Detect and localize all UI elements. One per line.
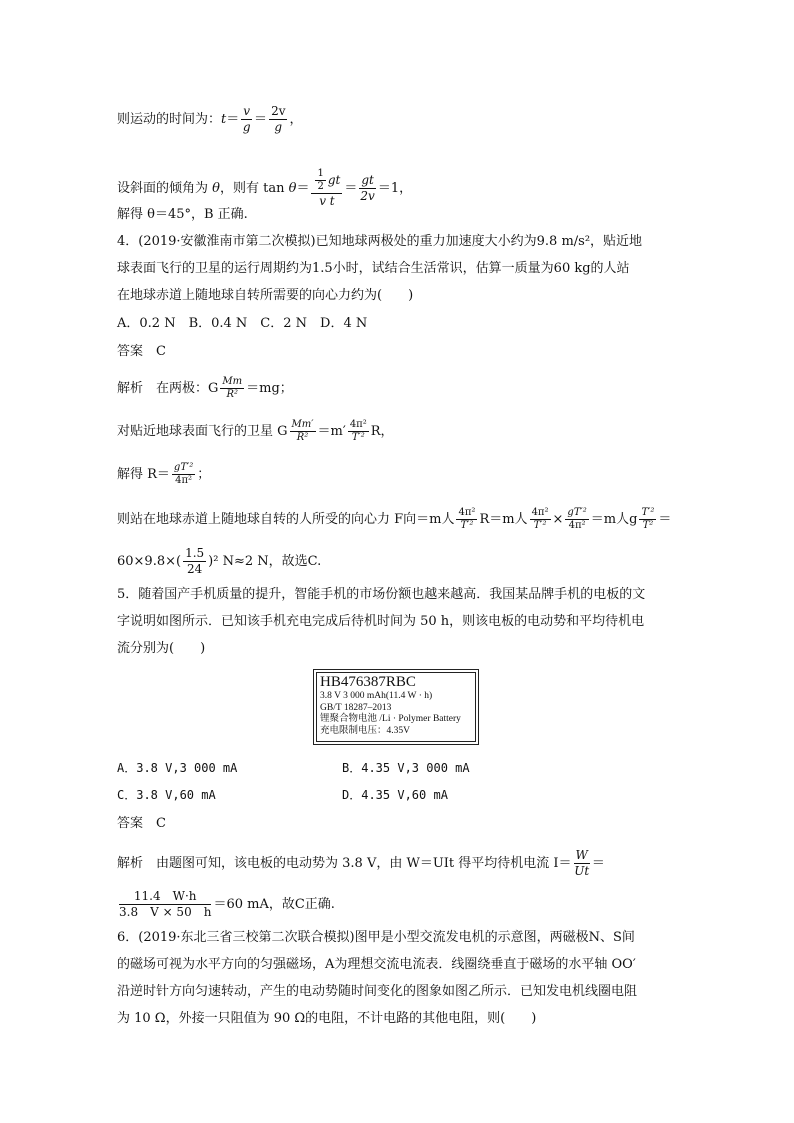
text: ＝ — [591, 856, 605, 871]
eq: ＝ — [226, 112, 240, 127]
q5-analysis-line2 — [117, 889, 335, 920]
eq: ＝ — [296, 181, 310, 196]
text: ＝m人g — [590, 512, 638, 527]
solution-tan-line — [117, 168, 412, 209]
fraction — [456, 507, 477, 532]
battery-type: 锂聚合物电池 /Li · Polymer Battery — [320, 714, 461, 724]
q4-options: A．0.2 N B．0.4 N C．2 N D．4 N — [117, 316, 368, 331]
den: T² — [642, 520, 654, 531]
den: T′² — [533, 520, 547, 531]
q5-option-d: D．4.35 V,60 mA — [342, 788, 448, 802]
text: ； — [197, 467, 211, 482]
text: ＝mg； — [246, 381, 293, 396]
fraction — [183, 546, 206, 577]
battery-charge-limit: 充电限制电压：4.35V — [320, 725, 410, 736]
num-rest: gt — [327, 173, 341, 187]
q4-answer: 答案 C — [117, 344, 166, 359]
num: gt — [361, 173, 374, 187]
den: 2 — [317, 181, 324, 192]
q6-stem-line2: 的磁场可视为水平方向的匀强磁场，A为理想交流电流表．线圈绕垂直于磁场的水平轴 OO′ — [117, 957, 636, 972]
fraction — [119, 889, 211, 920]
var-t: t — [221, 112, 227, 127]
fraction — [172, 462, 195, 487]
fraction — [574, 848, 590, 879]
text: 解得 R＝ — [117, 467, 170, 482]
half-fraction — [315, 168, 325, 193]
den: 3.8 V × 50 h — [119, 905, 212, 919]
den: 2v — [360, 189, 375, 203]
text: )² N≈2 N，故选C. — [208, 554, 322, 569]
num: Mm — [222, 376, 243, 387]
text: 解析 在两极：G — [117, 381, 219, 396]
solution-result-line: 解得 θ＝45°，B 正确. — [117, 207, 248, 222]
num: 4π² — [349, 419, 367, 430]
den: T′² — [460, 520, 474, 531]
text: 则站在地球赤道上随地球自转的人所受的向心力 F向＝m人 — [117, 512, 455, 527]
num: 4π² — [458, 507, 476, 518]
text: 对贴近地球表面飞行的卫星 G — [117, 424, 288, 439]
num: W — [575, 848, 588, 862]
den: T′² — [351, 432, 365, 443]
q4-analysis-line3 — [117, 462, 210, 487]
num: 1.5 — [185, 546, 205, 560]
q4-stem-line1: 4．(2019·安徽淮南市第二次模拟)已知地球两极处的重力加速度大小约为9.8 m/s²，贴近地 — [117, 234, 643, 249]
var-theta: θ — [212, 181, 220, 196]
text: ＝60 mA，故C正确. — [213, 897, 335, 912]
q4-analysis-line4 — [117, 507, 671, 532]
fraction — [269, 104, 287, 135]
q6-stem-line1: 6．(2019·东北三省三校第二次联合模拟)图甲是小型交流发电机的示意图，两磁极N、S间 — [117, 930, 635, 945]
num: 4π² — [531, 507, 549, 518]
q4-stem-line3: 在地球赤道上随地球自转所需要的向心力约为( ) — [117, 288, 414, 303]
num: gT′² — [173, 462, 194, 473]
num: 11.4 W·h — [119, 889, 211, 905]
num: gT′² — [567, 507, 587, 518]
eq: ＝ — [344, 181, 358, 196]
var-theta: θ — [288, 181, 297, 196]
q5-stem-line3: 流分别为( ) — [117, 641, 206, 656]
text: 则运动的时间为： — [117, 112, 222, 127]
battery-label-figure — [313, 669, 479, 745]
q5-analysis-line1 — [117, 848, 605, 879]
text: 解析 由题图可知，该电板的电动势为 3.8 V，由 W＝UIt 得平均待机电流 I＝ — [117, 856, 572, 871]
eq: ＝ — [254, 112, 268, 127]
den: 4π² — [568, 520, 586, 531]
fraction — [530, 507, 551, 532]
den: v t — [319, 194, 335, 208]
fraction — [311, 168, 342, 209]
text: 60×9.8×( — [117, 554, 182, 569]
den: R² — [226, 389, 239, 400]
text: ＝1， — [377, 181, 413, 196]
den: R² — [296, 432, 309, 443]
text: ， — [289, 112, 303, 127]
text: ＝m′ — [317, 424, 346, 439]
num: T′² — [641, 507, 655, 518]
q4-analysis-line1 — [117, 376, 293, 401]
num — [311, 168, 342, 194]
solution-time-line — [117, 104, 303, 135]
text: ＝ — [658, 512, 672, 527]
fraction — [241, 104, 252, 135]
text: ，则有 tan — [219, 181, 285, 196]
q4-analysis-line2 — [117, 419, 394, 444]
battery-model: HB476387RBC — [320, 674, 416, 690]
q5-stem-line2: 字说明如图所示．已知该手机充电完成后待机时间为 50 h，则该电板的电动势和平均待机电 — [117, 614, 645, 629]
q4-analysis-line5 — [117, 546, 321, 577]
q5-option-b: B．4.35 V,3 000 mA — [342, 761, 470, 775]
q5-stem-line1: 5．随着国产手机质量的提升，智能手机的市场份额也越来越高．我国某品牌手机的电板的文 — [117, 587, 646, 602]
fraction — [348, 419, 369, 444]
fraction — [639, 507, 656, 532]
q6-stem-line3: 沿逆时针方向匀速转动，产生的电动势随时间变化的图象如图乙所示．已知发电机线圈电阻 — [117, 984, 638, 999]
q6-stem-line4: 为 10 Ω，外接一只阻值为 90 Ω的电阻，不计电路的其他电阻，则( ) — [117, 1011, 537, 1026]
battery-standard: GB/T 18287–2013 — [320, 702, 392, 713]
battery-spec: 3.8 V 3 000 mAh(11.4 W · h) — [320, 691, 433, 701]
num: 1 — [317, 168, 324, 179]
fraction — [359, 173, 376, 204]
num: v — [243, 104, 251, 118]
num: Mm′ — [291, 419, 314, 430]
fraction — [290, 419, 316, 444]
text: R， — [370, 424, 394, 439]
den: Ut — [574, 864, 590, 878]
q5-answer: 答案 C — [117, 816, 166, 831]
den: 4π² — [175, 475, 193, 486]
text: × — [552, 512, 564, 527]
fraction — [220, 376, 244, 401]
den: g — [242, 120, 251, 134]
den: 24 — [186, 562, 203, 576]
den: g — [274, 120, 283, 134]
num: 2v — [271, 104, 286, 118]
q5-option-a: A．3.8 V,3 000 mA — [117, 761, 238, 775]
q4-stem-line2: 球表面飞行的卫星的运行周期约为1.5小时，试结合生活常识，估算一质量为60 kg的人站 — [117, 261, 630, 276]
text: R＝m人 — [479, 512, 528, 527]
q5-option-c: C．3.8 V,60 mA — [117, 788, 216, 802]
text: 设斜面的倾角为 — [117, 181, 209, 196]
fraction — [565, 507, 588, 532]
